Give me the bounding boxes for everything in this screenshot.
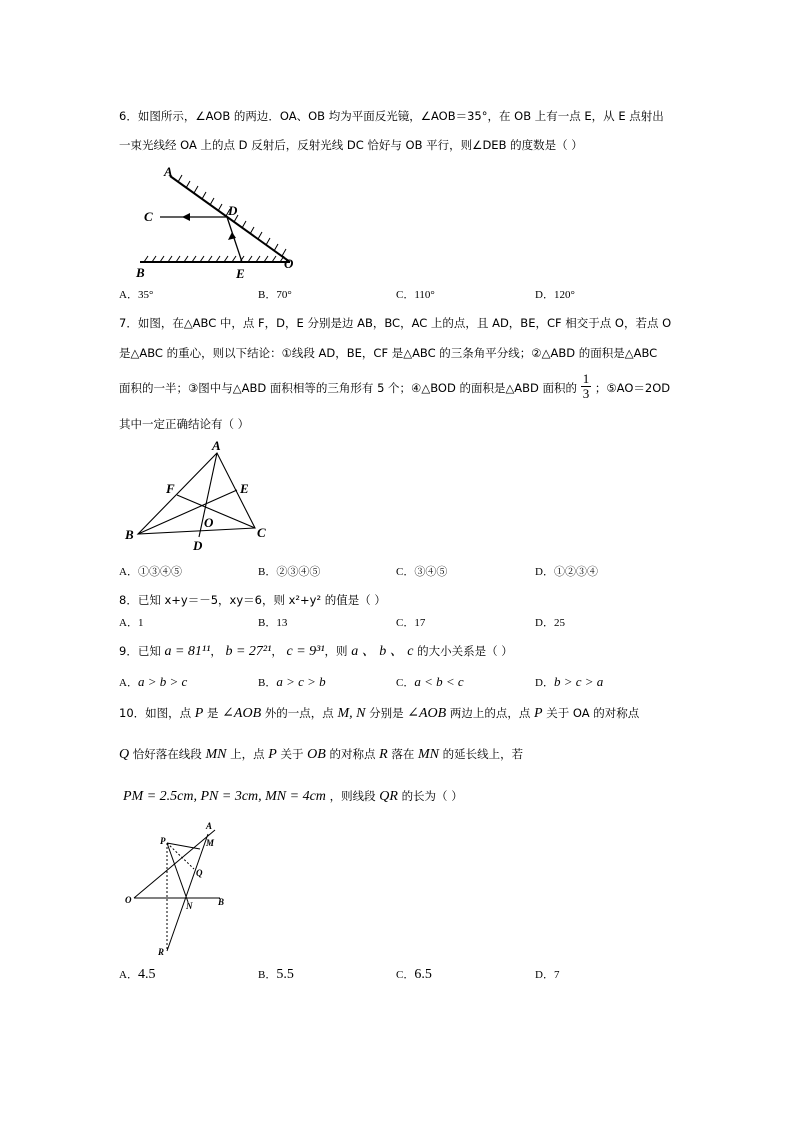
q10-line1-d: 分别是 bbox=[369, 706, 404, 720]
q10-label-b: B bbox=[218, 897, 225, 907]
q10-label-a: A bbox=[206, 821, 213, 831]
q7-label-c: C bbox=[257, 525, 266, 540]
q10-q: Q bbox=[119, 747, 130, 762]
q7-label-f: F bbox=[166, 481, 175, 496]
q10-angle-1: ∠AOB bbox=[222, 706, 262, 721]
q9-text-line1: 9．已知 a = 81¹¹， b = 27²¹， c = 9³¹，则 a 、 b 、 c 的大小关系是（ ） bbox=[119, 644, 513, 659]
q6-option-a[interactable]: A．35° bbox=[119, 289, 154, 301]
q6-option-c[interactable]: C．110° bbox=[396, 289, 435, 301]
q8-option-b[interactable]: B．13 bbox=[258, 617, 288, 629]
q10-line1-b: 是 bbox=[207, 706, 219, 720]
q6-label-o: O bbox=[284, 256, 294, 271]
q6-label-e: E bbox=[236, 266, 245, 281]
q8-text-line1: 8．已知 x+y＝－5，xy＝6，则 x²+y² 的值是（ ） bbox=[119, 593, 386, 607]
q6-label-b: B bbox=[136, 265, 145, 280]
q8-option-a[interactable]: A．1 bbox=[119, 617, 144, 629]
q7-text-line1: 7．如图，在△ABC 中，点 F，D，E 分别是边 AB，BC，AC 上的点，且 AD，BE，CF 相交于点 O，若点 O bbox=[119, 316, 672, 330]
q10-label-m: M bbox=[206, 838, 215, 848]
q10-line2-a: 恰好落在线段 bbox=[132, 747, 202, 761]
q10-label-n: N bbox=[186, 901, 193, 911]
q10-option-a[interactable] bbox=[119, 966, 155, 983]
q10-r: R bbox=[379, 747, 388, 762]
q7-segment-be bbox=[138, 490, 237, 534]
q7-text-line4: 其中一定正确结论有（ ） bbox=[119, 417, 250, 431]
q9-option-b-letter: B． bbox=[258, 677, 277, 689]
q10-option-d[interactable]: D．7 bbox=[535, 969, 560, 981]
q10-option-c-letter: C． bbox=[396, 969, 415, 981]
q10-option-b-value: 5.5 bbox=[276, 967, 294, 982]
q10-line2-d: 的对称点 bbox=[329, 747, 376, 761]
q10-line2-f: 的延长线上，若 bbox=[442, 747, 524, 761]
q7-fraction-num: 1 bbox=[582, 371, 590, 386]
q7-fraction bbox=[581, 372, 592, 401]
q10-option-b-letter: B． bbox=[258, 969, 277, 981]
q10-qr: QR bbox=[379, 789, 398, 804]
q10-ob: OB bbox=[307, 747, 326, 762]
q9-option-b-math: a > c > b bbox=[276, 674, 326, 689]
q10-p-3: P bbox=[268, 747, 277, 762]
q10-figure bbox=[120, 818, 240, 960]
q9-option-a-letter: A． bbox=[119, 677, 138, 689]
q7-label-d: D bbox=[193, 538, 203, 553]
q7-label-e: E bbox=[240, 481, 249, 496]
q10-line1-e: 两边上的点，点 bbox=[449, 706, 531, 720]
q9-option-d[interactable] bbox=[535, 674, 603, 690]
q10-option-a-letter: A． bbox=[119, 969, 138, 981]
q6-option-d[interactable]: D．120° bbox=[535, 289, 575, 301]
q10-given: PM = 2.5cm, PN = 3cm, MN = 4cm bbox=[123, 789, 326, 804]
q7-option-a[interactable]: A．①③④⑤ bbox=[119, 566, 182, 578]
q6-label-a: A bbox=[164, 164, 173, 179]
q7-line3-b: ；⑤AO＝2OD bbox=[594, 381, 671, 395]
q9-option-d-letter: D． bbox=[535, 677, 554, 689]
q8-option-d[interactable]: D．25 bbox=[535, 617, 565, 629]
q9-option-a[interactable] bbox=[119, 674, 187, 690]
q10-mn-seg-2: MN bbox=[417, 747, 439, 762]
q10-mn-seg-1: MN bbox=[205, 747, 227, 762]
q10-option-c[interactable] bbox=[396, 966, 432, 983]
q10-line3-c: 的长为（ ） bbox=[401, 789, 463, 803]
q6-label-d: D bbox=[228, 203, 238, 218]
q10-label-o: O bbox=[125, 895, 132, 905]
q9-prefix: 9．已知 bbox=[119, 644, 161, 658]
q10-option-c-value: 6.5 bbox=[414, 967, 432, 982]
q9-suffix: 的大小关系是（ ） bbox=[417, 644, 513, 658]
q8-option-c[interactable]: C．17 bbox=[396, 617, 426, 629]
q6-label-c: C bbox=[144, 209, 153, 224]
q9-middle: ，则 bbox=[324, 644, 348, 658]
q9-option-a-math: a > b > c bbox=[137, 674, 188, 689]
q10-mn: M, N bbox=[337, 706, 366, 721]
q10-text-line3 bbox=[123, 788, 463, 805]
q10-line2-e: 落在 bbox=[391, 747, 415, 761]
q10-label-q: Q bbox=[196, 868, 203, 878]
q9-vars: a 、 b 、 c bbox=[351, 644, 414, 659]
q6-text-line1: 6．如图所示，∠AOB 的两边．OA、OB 均为平面反光镜，∠AOB＝35°，在 OB 上有一点 E，从 E 点射出 bbox=[119, 109, 664, 123]
q6-option-b[interactable]: B．70° bbox=[258, 289, 292, 301]
q7-label-b: B bbox=[125, 527, 134, 542]
q7-text-line3 bbox=[119, 371, 671, 403]
q7-fraction-den: 3 bbox=[582, 386, 590, 401]
q7-label-o: O bbox=[204, 515, 214, 530]
q10-option-b[interactable] bbox=[258, 966, 294, 983]
q10-text-line2 bbox=[119, 746, 523, 763]
q6-arrow-dc bbox=[182, 213, 190, 221]
q10-line2-b: 上，点 bbox=[230, 747, 265, 761]
q9-b-expr: b = 27²¹ bbox=[225, 644, 272, 659]
q10-p-2: P bbox=[534, 706, 543, 721]
q7-option-d[interactable]: D．①②③④ bbox=[535, 566, 598, 578]
q10-label-r: R bbox=[158, 947, 165, 957]
q10-line1-a: 10．如图，点 bbox=[119, 706, 192, 720]
q10-line1-f: 关于 OA 的对称点 bbox=[546, 706, 640, 720]
q9-c-expr: c = 9³¹ bbox=[286, 644, 325, 659]
q7-option-c[interactable]: C．③④⑤ bbox=[396, 566, 448, 578]
q9-option-c-letter: C． bbox=[396, 677, 415, 689]
q10-line3-b: ，则线段 bbox=[329, 789, 376, 803]
q9-a-expr: a = 81¹¹ bbox=[164, 644, 211, 659]
q10-text-line1 bbox=[119, 705, 639, 722]
q7-label-a: A bbox=[212, 438, 221, 453]
q9-option-b[interactable] bbox=[258, 674, 326, 690]
q10-segment-pm bbox=[167, 843, 200, 849]
q6-text-line2: 一束光线经 OA 上的点 D 反射后，反射光线 DC 恰好与 OB 平行，则∠DEB 的度数是（ ） bbox=[119, 138, 583, 152]
q7-text-line2: 是△ABC 的重心，则以下结论：①线段 AD，BE，CF 是△ABC 的三条角平分线；②△ABD 的面积是△ABC bbox=[119, 346, 658, 360]
q10-line2-c: 关于 bbox=[280, 747, 304, 761]
q7-line3-a: 面积的一半；③图中与△ABD 面积相等的三角形有 5 个；④△BOD 的面积是△ABD 面积的 bbox=[119, 381, 578, 395]
q10-line-mn-r bbox=[167, 834, 208, 951]
q10-label-p: P bbox=[160, 836, 166, 846]
q7-figure bbox=[120, 438, 280, 556]
q6-figure bbox=[120, 160, 310, 282]
q9-option-c-math: a < b < c bbox=[414, 674, 464, 689]
q10-segment-pn bbox=[167, 843, 188, 902]
q7-triangle-abc bbox=[138, 453, 255, 534]
q9-option-c[interactable] bbox=[396, 674, 464, 690]
q10-angle-2: ∠AOB bbox=[407, 706, 447, 721]
q10-p-1: P bbox=[194, 706, 204, 721]
q10-line1-c: 外的一点，点 bbox=[264, 706, 334, 720]
q10-option-a-value: 4.5 bbox=[137, 967, 156, 982]
q9-option-d-math: b > c > a bbox=[553, 674, 604, 689]
q7-option-b[interactable]: B．②③④⑤ bbox=[258, 566, 321, 578]
